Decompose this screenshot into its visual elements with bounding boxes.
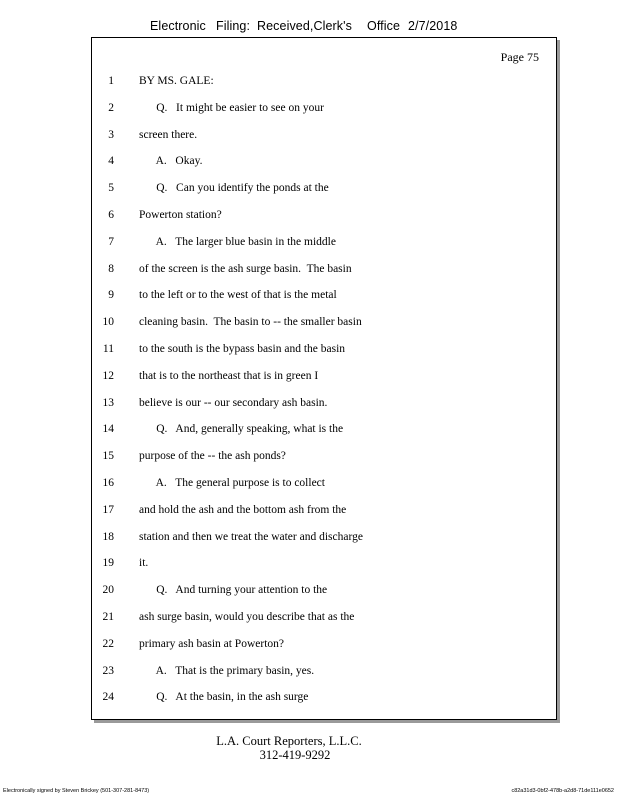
transcript-line [92,263,556,283]
line-number: 17 [102,503,114,516]
line-text: Q. And, generally speaking, what is the [139,423,344,436]
line-number: 16 [102,477,114,489]
line-number: 1 [108,75,114,87]
transcript-line [92,316,556,336]
transcript-line [92,531,556,551]
header-office: Office [367,19,401,33]
line-text: station and then we treat the water and discharge [139,530,363,543]
line-number: 21 [102,611,114,623]
line-number: 3 [108,128,114,141]
line-number: 20 [102,584,114,597]
transcript-line [92,557,556,577]
transcript-line [92,236,556,256]
transcript-line [92,102,556,122]
line-text: and hold the ash and the bottom ash from the [139,503,347,516]
line-number: 4 [108,155,114,168]
line-text: A. That is the primary basin, yes. [139,664,315,677]
transcript-line [92,289,556,309]
line-text: that is to the northeast that is in green I [139,369,319,382]
transcript-line [92,397,556,417]
line-text: BY MS. GALE: [139,75,214,87]
line-text: Q. And turning your attention to the [139,584,328,597]
header-received: Received,Clerk's [257,19,352,33]
line-text: screen there. [139,128,198,141]
transcript-line [92,504,556,524]
line-text: primary ash basin at Powerton? [139,637,284,650]
transcript-line [92,209,556,229]
line-number: 10 [102,316,114,329]
transcript-line [92,611,556,631]
line-text: it. [139,557,149,570]
line-number: 13 [102,396,114,409]
transcript-line [92,450,556,470]
reporter-firm: L.A. Court Reporters, L.L.C. [216,734,362,748]
line-number: 6 [108,209,114,221]
line-text: purpose of the -- the ash ponds? [139,450,286,463]
transcript-line [92,129,556,149]
line-number: 24 [102,691,114,704]
line-number: 15 [102,450,114,463]
line-text: A. The larger blue basin in the middle [139,235,336,248]
transcript-line [92,75,556,95]
line-text: cleaning basin. The basin to -- the smaller basin [139,316,362,329]
header-electronic: Electronic [150,19,206,33]
line-text: Q. It might be easier to see on your [139,101,324,114]
transcript-line [92,155,556,175]
transcript-line [92,477,556,497]
line-number: 5 [108,182,114,195]
line-text: believe is our -- our secondary ash basin. [139,396,328,409]
line-text: of the screen is the ash surge basin. The basin [139,262,352,275]
line-number: 22 [102,637,114,650]
line-number: 2 [108,101,114,114]
transcript-line [92,691,556,711]
line-text: A. Okay. [139,155,203,168]
line-number: 14 [102,423,114,436]
reporter-phone: 312-419-9292 [259,748,331,762]
transcript-line [92,370,556,390]
transcript-line [92,665,556,685]
line-text: A. The general purpose is to collect [139,477,325,489]
transcript-line [92,584,556,604]
transcript-line [92,182,556,202]
header-date: 2/7/2018 [408,19,458,33]
line-number: 11 [102,343,114,355]
transcript-page [91,37,557,720]
electronic-signature: Electronically signed by Steven Brickey (501-307-281-8473) [3,788,150,794]
line-number: 23 [102,664,114,677]
line-text: Powerton station? [139,209,222,221]
line-text: ash surge basin, would you describe that as the [139,611,355,623]
line-number: 8 [108,262,114,275]
header-filing: Filing: [216,19,251,33]
line-text: to the left or to the west of that is the metal [139,289,337,302]
line-number: 7 [108,235,114,248]
transcript-line [92,638,556,658]
page-number: Page 75 [500,50,539,64]
transcript-line [92,423,556,443]
document-hash: c82a31d3-0bf2-478b-a2d8-71de111e0652 [511,788,614,794]
line-text: to the south is the bypass basin and the basin [139,343,346,355]
line-text: Q. At the basin, in the ash surge [139,691,309,704]
line-text: Q. Can you identify the ponds at the [139,182,329,195]
line-number: 19 [102,557,114,570]
line-number: 9 [108,289,114,302]
line-number: 12 [102,369,114,382]
transcript-line [92,343,556,363]
line-number: 18 [102,530,114,543]
